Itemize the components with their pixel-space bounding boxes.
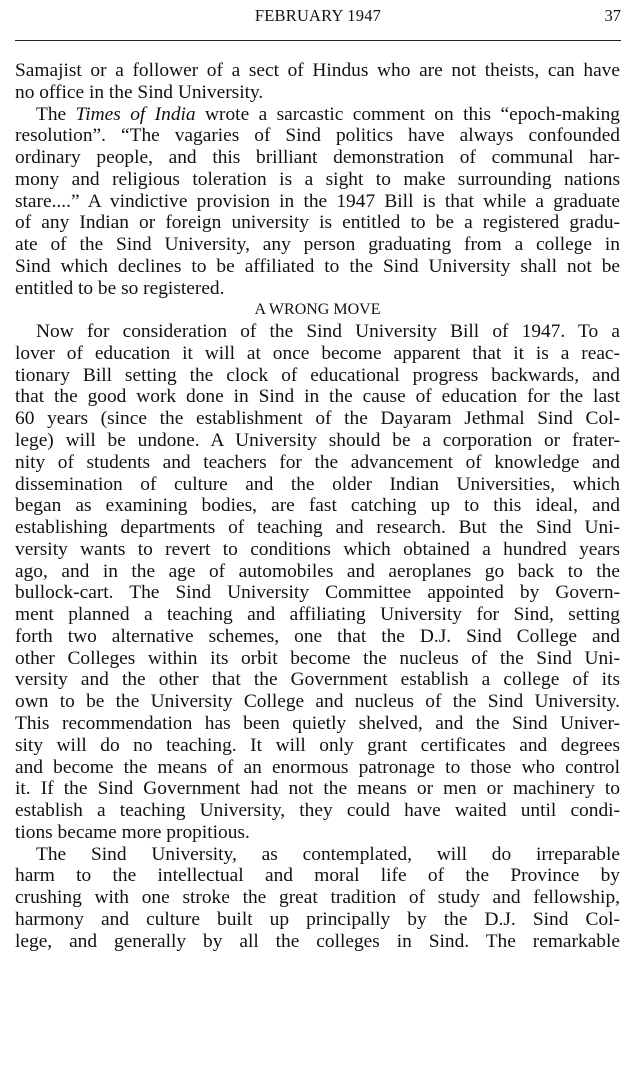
text-line: bullock-cart. The Sind University Committee appointed by Govern- [15, 582, 620, 604]
text-line: of any Indian or foreign university is entitled to be a registered gradu- [15, 212, 620, 234]
text-line: Now for consideration of the Sind University Bill of 1947. To a [36, 321, 620, 343]
page-number: 37 [604, 6, 621, 25]
text-line: tions became more propitious. [15, 821, 250, 843]
text-line: dissemination of culture and the older Indian Universities, which [15, 473, 620, 495]
text-line: lege) will be undone. A University should be a corporation or frater- [15, 430, 620, 452]
text-line: establish a teaching University, they could have waited until condi- [15, 800, 620, 822]
running-head [15, 6, 621, 28]
text-line: Samajist or a follower of a sect of Hindus who are not theists, can have [15, 60, 620, 81]
text-fragment: The [36, 103, 76, 125]
running-title: FEBRUARY 1947 [254, 6, 382, 25]
text-line: This recommendation has been quietly shelved, and the Sind Univer- [15, 712, 620, 734]
text-line: own to be the University College and nucleus of the Sind University. [15, 691, 620, 713]
header-rule [15, 40, 621, 41]
text-line: lover of education it will at once become apparent that it is a reac- [15, 342, 620, 364]
text-line: versity wants to revert to conditions which obtained a hundred years [15, 538, 620, 560]
text-line: ordinary people, and this brilliant demonstration of communal har- [15, 147, 620, 169]
text-line: mony and religious toleration is a sight to make surrounding nations [15, 168, 620, 190]
body-text [15, 60, 620, 952]
section-heading: A WRONG MOVE [254, 301, 381, 319]
text-line: and become the means of an enormous patronage to those who control [15, 756, 620, 778]
text-line: ment planned a teaching and affiliating University for Sind, setting [15, 604, 620, 626]
text-line: harm to the intellectual and moral life of the Province by [15, 865, 620, 887]
text-line: lege, and generally by all the colleges in Sind. The remarkable [15, 930, 620, 952]
text-fragment: wrote a sarcastic comment on this “epoch-making [195, 103, 621, 125]
text-line [15, 104, 620, 126]
text-line: ago, and in the age of automobiles and aeroplanes go back to the [15, 560, 620, 582]
text-line: other Colleges within its orbit become the nucleus of the Sind Uni- [15, 647, 620, 669]
text-line: harmony and culture built up principally by the D.J. Sind Col- [15, 908, 620, 930]
text-line: entitled to be so registered. [15, 277, 225, 299]
text-line: 60 years (since the establishment of the Dayaram Jethmal Sind Col- [15, 408, 620, 430]
text-line: ate of the Sind University, any person graduating from a college in [15, 234, 620, 256]
text-line: stare....” A vindictive provision in the 1947 Bill is that while a graduate [15, 190, 620, 212]
text-line: forth two alternative schemes, one that the D.J. Sind College and [15, 625, 620, 647]
text-line: sity will do no teaching. It will only grant certificates and degrees [15, 734, 620, 756]
text-line: no office in the Sind University. [15, 81, 264, 103]
publication-title: Times of India [75, 103, 196, 125]
text-line: nity of students and teachers for the advancement of knowledge and [15, 451, 620, 473]
text-line: Sind which declines to be affiliated to the Sind University shall not be [15, 255, 620, 277]
text-line: it. If the Sind Government had not the means or men or machinery to [15, 778, 620, 800]
text-line: resolution”. “The vagaries of Sind politics have always confounded [15, 125, 620, 147]
text-line: crushing with one stroke the great tradition of study and fellowship, [15, 887, 620, 909]
text-line: that the good work done in Sind in the cause of education for the last [15, 386, 620, 408]
text-line: versity and the other that the Government establish a college of its [15, 669, 620, 691]
text-line: tionary Bill setting the clock of educational progress backwards, and [15, 364, 620, 386]
text-line: The Sind University, as contemplated, will do irreparable [36, 843, 620, 865]
text-line: establishing departments of teaching and research. But the Sind Uni- [15, 517, 620, 539]
text-line: began as examining bodies, are fast catching up to this ideal, and [15, 495, 620, 517]
